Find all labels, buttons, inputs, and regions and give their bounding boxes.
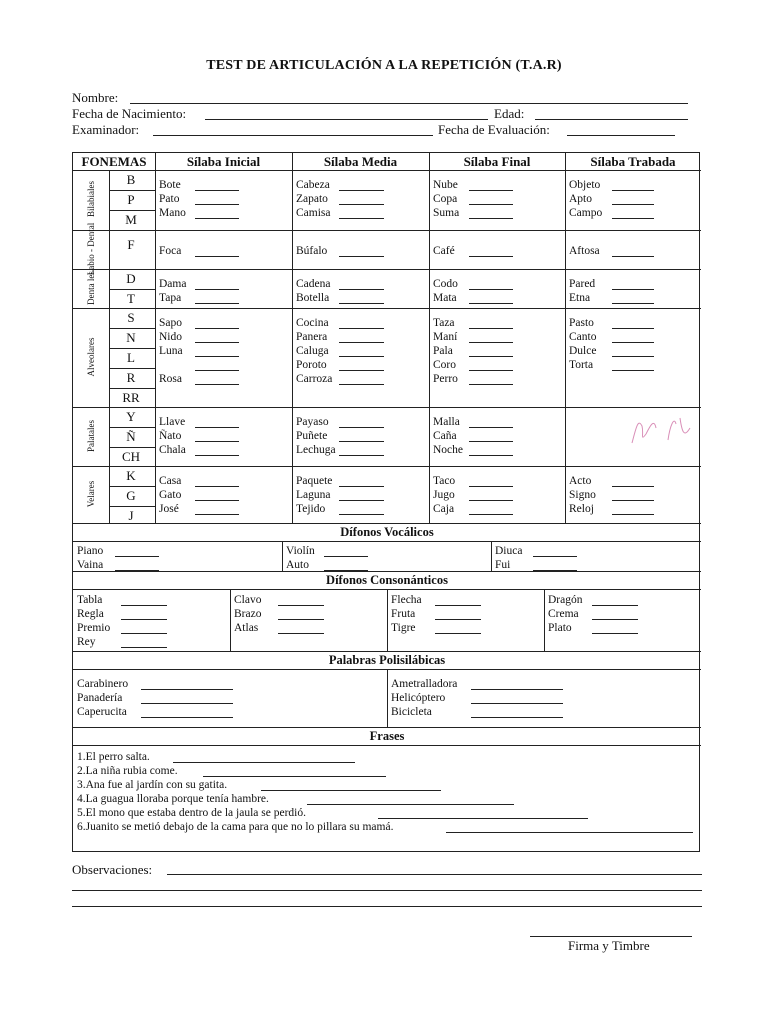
- answer-blank[interactable]: [141, 689, 233, 690]
- word-trabada-objeto: Objeto: [569, 179, 601, 191]
- group-divider: [73, 308, 701, 309]
- word-media-lechuga: Lechuga: [296, 444, 336, 456]
- word-final-caja: Caja: [433, 503, 455, 515]
- page-title: TEST DE ARTICULACIÓN A LA REPETICIÓN (T.A.R): [206, 58, 562, 73]
- answer-blank[interactable]: [195, 486, 239, 487]
- column-divider: [387, 669, 388, 727]
- column-divider: [155, 153, 156, 523]
- group-divider: [73, 407, 701, 408]
- phoneme-row-divider: [109, 427, 155, 428]
- word-final-malla: Malla: [433, 416, 460, 428]
- fecha-evaluacion-label: Fecha de Evaluación:: [438, 122, 550, 137]
- group-divider: [73, 466, 701, 467]
- answer-blank[interactable]: [469, 289, 513, 290]
- phoneme-row-divider: [109, 289, 155, 290]
- group-label-5: Velares: [86, 480, 96, 507]
- word-vocalico-vaina: Vaina: [77, 559, 104, 571]
- answer-blank[interactable]: [469, 455, 513, 456]
- fecha-nacimiento-field[interactable]: [205, 119, 488, 120]
- phoneme-y: Y: [126, 409, 136, 424]
- phoneme-row-divider: [109, 388, 155, 389]
- answer-blank[interactable]: [612, 204, 654, 205]
- word-inicial-llave: Llave: [159, 416, 186, 428]
- answer-blank[interactable]: [339, 342, 384, 343]
- phoneme-d: D: [126, 271, 136, 286]
- answer-blank[interactable]: [469, 303, 513, 304]
- word-inicial-tapa: Tapa: [159, 292, 182, 304]
- answer-blank[interactable]: [533, 556, 577, 557]
- answer-blank[interactable]: [339, 384, 384, 385]
- section-divider: [73, 541, 701, 542]
- examinador-label: Examinador:: [72, 122, 140, 137]
- word-media-panera: Panera: [296, 331, 328, 343]
- word-trabada-pasto: Pasto: [569, 317, 594, 329]
- word-polisilabica-panadería: Panadería: [77, 692, 123, 704]
- answer-blank[interactable]: [469, 500, 513, 501]
- word-inicial-foca: Foca: [159, 245, 182, 257]
- phoneme-j: J: [128, 508, 134, 523]
- word-inicial-dama: Dama: [159, 278, 187, 290]
- section-title-difonos-vocalicos: Dífonos Vocálicos: [340, 525, 434, 539]
- answer-blank[interactable]: [339, 486, 384, 487]
- header-fonemas: FONEMAS: [81, 154, 147, 169]
- answer-blank[interactable]: [195, 441, 239, 442]
- word-final-perro: Perro: [433, 373, 458, 385]
- edad-label: Edad:: [494, 106, 525, 121]
- answer-blank[interactable]: [469, 204, 513, 205]
- answer-blank[interactable]: [195, 356, 239, 357]
- word-inicial-luna: Luna: [159, 345, 183, 357]
- answer-blank[interactable]: [471, 717, 563, 718]
- word-media-camisa: Camisa: [296, 207, 331, 219]
- word-inicial-bote: Bote: [159, 179, 181, 191]
- section-title-polisilabicas: Palabras Polisilábicas: [328, 653, 446, 667]
- answer-blank[interactable]: [339, 190, 384, 191]
- header-silaba-media: Sílaba Media: [323, 154, 398, 169]
- word-consonantico-tabla: Tabla: [77, 594, 103, 606]
- word-consonantico-dragón: Dragón: [548, 594, 583, 606]
- answer-blank[interactable]: [121, 605, 167, 606]
- answer-blank[interactable]: [339, 204, 384, 205]
- word-trabada-aftosa: Aftosa: [569, 245, 600, 257]
- column-divider: [491, 541, 492, 571]
- answer-blank[interactable]: [195, 342, 239, 343]
- word-trabada-canto: Canto: [569, 331, 597, 343]
- word-media-cocina: Cocina: [296, 317, 329, 329]
- word-media-cadena: Cadena: [296, 278, 331, 290]
- answer-blank[interactable]: [339, 455, 384, 456]
- answer-blank[interactable]: [612, 486, 654, 487]
- answer-blank[interactable]: [195, 218, 239, 219]
- word-inicial-gato: Gato: [159, 489, 182, 501]
- answer-blank[interactable]: [469, 370, 513, 371]
- word-trabada-acto: Acto: [569, 475, 592, 487]
- word-media-búfalo: Búfalo: [296, 245, 328, 257]
- word-media-paquete: Paquete: [296, 475, 333, 487]
- word-final-café: Café: [433, 245, 455, 257]
- nombre-label: Nombre:: [72, 90, 119, 105]
- answer-blank[interactable]: [278, 619, 324, 620]
- word-inicial-rosa: Rosa: [159, 373, 182, 385]
- edad-field[interactable]: [535, 119, 688, 120]
- answer-blank[interactable]: [339, 500, 384, 501]
- word-media-botella: Botella: [296, 292, 330, 304]
- answer-blank[interactable]: [195, 455, 239, 456]
- word-consonantico-plato: Plato: [548, 622, 572, 634]
- answer-blank[interactable]: [195, 384, 239, 385]
- answer-blank[interactable]: [469, 486, 513, 487]
- word-vocalico-piano: Piano: [77, 545, 104, 557]
- section-title-frases: Frases: [369, 729, 405, 743]
- word-consonantico-premio: Premio: [77, 622, 111, 634]
- answer-blank[interactable]: [261, 790, 441, 791]
- observaciones-line-2[interactable]: [72, 890, 702, 891]
- phoneme-l: L: [127, 350, 135, 365]
- answer-blank[interactable]: [612, 370, 654, 371]
- word-vocalico-diuca: Diuca: [495, 545, 523, 557]
- column-divider: [429, 153, 430, 523]
- column-divider: [544, 589, 545, 651]
- frase-6: 6.Juanito se metió debajo de la cama para que no lo pillara su mamá.: [77, 821, 394, 833]
- word-final-pala: Pala: [433, 345, 453, 357]
- answer-blank[interactable]: [339, 256, 384, 257]
- group-label-2: Denta les: [86, 270, 96, 305]
- word-media-cabeza: Cabeza: [296, 179, 330, 191]
- column-divider: [565, 153, 566, 523]
- frase-1: 1.El perro salta.: [77, 751, 150, 763]
- fecha-evaluacion-field[interactable]: [567, 135, 675, 136]
- word-consonantico-rey: Rey: [77, 636, 96, 648]
- group-label-0: Bilabiales: [86, 181, 96, 217]
- word-final-taza: Taza: [433, 317, 455, 329]
- header-silaba-inicial: Sílaba Inicial: [186, 154, 261, 169]
- answer-blank[interactable]: [339, 218, 384, 219]
- answer-blank[interactable]: [469, 190, 513, 191]
- answer-blank[interactable]: [469, 356, 513, 357]
- phoneme-row-divider: [109, 486, 155, 487]
- word-consonantico-fruta: Fruta: [391, 608, 416, 620]
- frase-3: 3.Ana fue al jardín con su gatita.: [77, 779, 228, 791]
- answer-blank[interactable]: [469, 427, 513, 428]
- answer-blank[interactable]: [469, 514, 513, 515]
- group-label-1: Labio - Dental: [86, 222, 96, 275]
- header-silaba-trabada: Sílaba Trabada: [590, 154, 676, 169]
- answer-blank[interactable]: [339, 427, 384, 428]
- answer-blank[interactable]: [195, 514, 239, 515]
- answer-blank[interactable]: [195, 427, 239, 428]
- word-media-puñete: Puñete: [296, 430, 328, 442]
- phoneme-row-divider: [109, 210, 155, 211]
- frase-5: 5.El mono que estaba dentro de la jaula se perdió.: [77, 807, 306, 819]
- firma-label: Firma y Timbre: [568, 938, 650, 953]
- word-media-zapato: Zapato: [296, 193, 328, 205]
- word-media-payaso: Payaso: [296, 416, 329, 428]
- group-divider: [73, 230, 701, 231]
- answer-blank[interactable]: [435, 619, 481, 620]
- phoneme-row-divider: [109, 368, 155, 369]
- phoneme-s: S: [127, 310, 135, 325]
- answer-blank[interactable]: [446, 832, 693, 833]
- phoneme-b: B: [126, 172, 136, 187]
- answer-blank[interactable]: [121, 619, 167, 620]
- observaciones-label: Observaciones:: [72, 862, 153, 877]
- word-trabada-dulce: Dulce: [569, 345, 597, 357]
- word-trabada-apto: Apto: [569, 193, 592, 205]
- answer-blank[interactable]: [195, 190, 239, 191]
- answer-blank[interactable]: [612, 342, 654, 343]
- answer-blank[interactable]: [115, 556, 159, 557]
- answer-blank[interactable]: [612, 303, 654, 304]
- phoneme-row-divider: [109, 506, 155, 507]
- phoneme-t: T: [127, 291, 135, 306]
- word-polisilabica-caperucita: Caperucita: [77, 706, 127, 718]
- examinador-field[interactable]: [153, 135, 433, 136]
- group-label-3: Alveolares: [86, 337, 96, 376]
- column-divider: [282, 541, 283, 571]
- word-inicial-nido: Nido: [159, 331, 182, 343]
- answer-blank[interactable]: [612, 356, 654, 357]
- phoneme-row-divider: [109, 348, 155, 349]
- answer-blank[interactable]: [195, 256, 239, 257]
- word-final-nube: Nube: [433, 179, 458, 191]
- word-inicial-ñato: Ñato: [159, 430, 182, 442]
- word-consonantico-brazo: Brazo: [234, 608, 262, 620]
- word-trabada-campo: Campo: [569, 207, 603, 219]
- word-media-tejido: Tejido: [296, 503, 326, 515]
- answer-blank[interactable]: [592, 605, 638, 606]
- answer-blank[interactable]: [378, 818, 588, 819]
- word-trabada-etna: Etna: [569, 292, 591, 304]
- answer-blank[interactable]: [121, 647, 167, 648]
- answer-blank[interactable]: [141, 717, 233, 718]
- answer-blank[interactable]: [469, 384, 513, 385]
- answer-blank[interactable]: [469, 328, 513, 329]
- word-final-taco: Taco: [433, 475, 456, 487]
- word-trabada-reloj: Reloj: [569, 503, 594, 515]
- header-silaba-final: Sílaba Final: [463, 154, 531, 169]
- word-final-suma: Suma: [433, 207, 460, 219]
- phoneme-row-divider: [109, 447, 155, 448]
- answer-blank[interactable]: [195, 370, 239, 371]
- answer-blank[interactable]: [592, 633, 638, 634]
- answer-blank[interactable]: [195, 303, 239, 304]
- answer-blank[interactable]: [435, 605, 481, 606]
- word-media-poroto: Poroto: [296, 359, 327, 371]
- word-trabada-signo: Signo: [569, 489, 596, 501]
- answer-blank[interactable]: [121, 633, 167, 634]
- phoneme-divider: [109, 170, 110, 523]
- word-inicial-josé: José: [159, 503, 179, 515]
- word-inicial-pato: Pato: [159, 193, 180, 205]
- word-inicial-chala: Chala: [159, 444, 186, 456]
- word-final-coro: Coro: [433, 359, 456, 371]
- answer-blank[interactable]: [141, 703, 233, 704]
- word-final-maní: Maní: [433, 331, 458, 343]
- group-divider: [73, 269, 701, 270]
- column-divider: [387, 589, 388, 651]
- word-trabada-pared: Pared: [569, 278, 596, 290]
- answer-blank[interactable]: [195, 500, 239, 501]
- phoneme-ñ: Ñ: [126, 429, 136, 444]
- answer-blank[interactable]: [278, 605, 324, 606]
- word-final-copa: Copa: [433, 193, 458, 205]
- answer-blank[interactable]: [339, 441, 384, 442]
- word-final-codo: Codo: [433, 278, 458, 290]
- phoneme-p: P: [127, 192, 135, 207]
- frase-4: 4.La guagua lloraba porque tenía hambre.: [77, 793, 269, 805]
- word-inicial-casa: Casa: [159, 475, 182, 487]
- word-consonantico-crema: Crema: [548, 608, 579, 620]
- group-label-4: Palatales: [86, 419, 96, 452]
- answer-blank[interactable]: [173, 762, 355, 763]
- answer-blank[interactable]: [339, 370, 384, 371]
- answer-blank[interactable]: [612, 500, 654, 501]
- answer-blank[interactable]: [339, 289, 384, 290]
- stamp-mark: [624, 398, 704, 458]
- section-title-difonos-consonanticos: Dífonos Consonánticos: [326, 573, 448, 587]
- phoneme-n: N: [126, 330, 136, 345]
- fecha-nacimiento-label: Fecha de Nacimiento:: [72, 106, 187, 121]
- word-consonantico-atlas: Atlas: [234, 622, 259, 634]
- word-vocalico-violín: Violín: [286, 545, 315, 557]
- answer-blank[interactable]: [339, 514, 384, 515]
- phoneme-k: K: [126, 468, 136, 483]
- answer-blank[interactable]: [339, 328, 384, 329]
- answer-blank[interactable]: [469, 342, 513, 343]
- answer-blank[interactable]: [469, 441, 513, 442]
- word-final-caña: Caña: [433, 430, 457, 442]
- answer-blank[interactable]: [339, 303, 384, 304]
- word-trabada-torta: Torta: [569, 359, 594, 371]
- word-inicial-sapo: Sapo: [159, 317, 182, 329]
- answer-blank[interactable]: [195, 204, 239, 205]
- word-polisilabica-bicicleta: Bicicleta: [391, 706, 432, 718]
- word-consonantico-clavo: Clavo: [234, 594, 262, 606]
- word-polisilabica-carabinero: Carabinero: [77, 678, 129, 690]
- column-divider: [292, 153, 293, 523]
- word-vocalico-fui: Fui: [495, 559, 511, 571]
- word-final-jugo: Jugo: [433, 489, 455, 501]
- frase-2: 2.La niña rubia come.: [77, 765, 178, 777]
- section-divider: [73, 745, 701, 746]
- answer-blank[interactable]: [592, 619, 638, 620]
- word-polisilabica-ametralladora: Ametralladora: [391, 678, 458, 690]
- answer-blank[interactable]: [435, 633, 481, 634]
- word-final-mata: Mata: [433, 292, 457, 304]
- answer-blank[interactable]: [339, 356, 384, 357]
- observaciones-line-1[interactable]: [167, 874, 702, 875]
- word-consonantico-tigre: Tigre: [391, 622, 416, 634]
- phoneme-row-divider: [109, 328, 155, 329]
- articulation-table: [72, 152, 700, 852]
- phoneme-rr: RR: [122, 390, 140, 405]
- answer-blank[interactable]: [612, 289, 654, 290]
- answer-blank[interactable]: [195, 328, 239, 329]
- nombre-field[interactable]: [130, 103, 688, 104]
- answer-blank[interactable]: [612, 218, 654, 219]
- phoneme-m: M: [125, 212, 137, 227]
- answer-blank[interactable]: [469, 218, 513, 219]
- phoneme-g: G: [126, 488, 136, 503]
- word-final-noche: Noche: [433, 444, 464, 456]
- answer-blank[interactable]: [324, 556, 368, 557]
- answer-blank[interactable]: [278, 633, 324, 634]
- header-divider: [73, 170, 701, 171]
- word-inicial-mano: Mano: [159, 207, 186, 219]
- word-vocalico-auto: Auto: [286, 559, 309, 571]
- word-polisilabica-helicóptero: Helicóptero: [391, 692, 446, 704]
- word-media-carroza: Carroza: [296, 373, 333, 385]
- phoneme-r: R: [126, 370, 136, 385]
- firma-line[interactable]: [530, 936, 692, 937]
- word-consonantico-flecha: Flecha: [391, 594, 422, 606]
- answer-blank[interactable]: [469, 256, 513, 257]
- answer-blank[interactable]: [203, 776, 386, 777]
- column-divider: [230, 589, 231, 651]
- answer-blank[interactable]: [612, 256, 654, 257]
- observaciones-line-3[interactable]: [72, 906, 702, 907]
- phoneme-f: F: [127, 237, 135, 252]
- phoneme-row-divider: [109, 190, 155, 191]
- word-consonantico-regla: Regla: [77, 608, 104, 620]
- answer-blank[interactable]: [307, 804, 514, 805]
- answer-blank[interactable]: [471, 689, 563, 690]
- answer-blank[interactable]: [195, 289, 239, 290]
- answer-blank[interactable]: [612, 328, 654, 329]
- answer-blank[interactable]: [612, 514, 654, 515]
- answer-blank[interactable]: [612, 190, 654, 191]
- word-media-caluga: Caluga: [296, 345, 329, 357]
- phoneme-ch: CH: [121, 449, 141, 464]
- word-media-laguna: Laguna: [296, 489, 331, 501]
- answer-blank[interactable]: [471, 703, 563, 704]
